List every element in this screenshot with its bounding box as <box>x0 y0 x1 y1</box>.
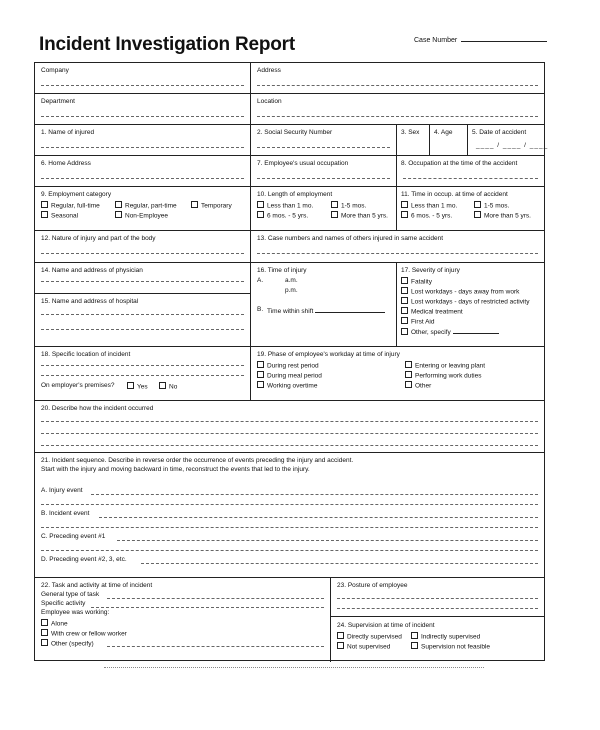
option-phase-other[interactable]: Other <box>405 381 431 391</box>
option-with-crew[interactable]: With crew or fellow worker <box>41 629 127 639</box>
option-indirectly[interactable]: Indirectly supervised <box>411 632 480 642</box>
name-injured-cell[interactable] <box>35 125 251 155</box>
checkbox[interactable] <box>257 381 264 388</box>
posture-divider <box>331 616 544 617</box>
row-home <box>35 156 544 187</box>
ssn-cell[interactable] <box>251 125 397 155</box>
option-regular-part[interactable]: Regular, part-time <box>115 201 177 211</box>
time-b-label: B. <box>257 306 264 313</box>
task-activity-label: 22. Task and activity at time of incident <box>41 582 153 589</box>
checkbox[interactable] <box>115 201 122 208</box>
time-a-label: A. <box>257 277 264 284</box>
cut-off-footer-line <box>104 667 484 670</box>
sequence-label: 21. Incident sequence. Describe in reverse order the occurrence of events preceding the injury and accident. <box>41 457 354 464</box>
incident-event-line-2[interactable] <box>41 527 538 528</box>
general-task-line[interactable] <box>107 598 324 599</box>
company-cell[interactable] <box>35 63 251 93</box>
option-meal-period[interactable]: During meal period <box>257 371 322 381</box>
time-occupation-cell <box>397 187 544 230</box>
injury-event-line[interactable] <box>91 494 538 495</box>
age-label: 4. Age <box>434 129 453 136</box>
injury-event-label: A. Injury event <box>41 487 83 494</box>
hospital-label: 15. Name and address of hospital <box>41 298 139 305</box>
occupation-time-cell[interactable] <box>397 156 544 186</box>
posture-label: 23. Posture of employee <box>337 582 408 589</box>
address-label: Address <box>257 67 281 74</box>
checkbox[interactable] <box>331 211 338 218</box>
checkbox[interactable] <box>405 361 412 368</box>
row-nature <box>35 231 544 263</box>
checkbox[interactable] <box>41 619 48 626</box>
describe-line-3[interactable] <box>41 445 538 446</box>
specific-activity-label: Specific activity <box>41 600 86 607</box>
specific-location-line-2[interactable] <box>41 375 244 376</box>
time-within-shift-field[interactable] <box>315 306 385 313</box>
usual-occupation-cell[interactable] <box>251 156 397 186</box>
occupation-time-label: 8. Occupation at the time of the accident <box>401 160 518 167</box>
date-accident-cell[interactable] <box>468 125 549 155</box>
checkbox[interactable] <box>41 629 48 636</box>
severity-label: 17. Severity of injury <box>401 267 460 274</box>
specific-location-label: 18. Specific location of incident <box>41 351 131 358</box>
nature-injury-label: 12. Nature of injury and part of the body <box>41 235 156 242</box>
row-location <box>35 347 544 401</box>
checkbox[interactable] <box>474 211 481 218</box>
checkbox[interactable] <box>401 307 408 314</box>
option-task-other[interactable]: Other (specify) <box>41 639 94 649</box>
time-injury-cell <box>251 263 397 346</box>
time-am[interactable]: a.m. <box>285 277 298 284</box>
workday-phase-label: 19. Phase of employee's workday at time of injury <box>257 351 400 358</box>
option-seasonal[interactable]: Seasonal <box>41 211 78 221</box>
home-address-label: 6. Home Address <box>41 160 91 167</box>
checkbox[interactable] <box>41 639 48 646</box>
describe-label: 20. Describe how the incident occurred <box>41 405 154 412</box>
checkbox[interactable] <box>337 642 344 649</box>
ssn-label: 2. Social Security Number <box>257 129 333 136</box>
checkbox[interactable] <box>405 381 412 388</box>
row-physician <box>35 263 544 347</box>
option-premises-yes[interactable]: Yes <box>127 382 148 392</box>
checkbox[interactable] <box>401 287 408 294</box>
option-entering-leaving[interactable]: Entering or leaving plant <box>405 361 485 371</box>
company-line[interactable] <box>41 85 244 86</box>
physician-label: 14. Name and address of physician <box>41 267 143 274</box>
option-regular-full[interactable]: Regular, full-time <box>41 201 100 211</box>
length-employment-label: 10. Length of employment <box>257 191 333 198</box>
row-task <box>35 578 544 662</box>
checkbox[interactable] <box>257 371 264 378</box>
case-number-label: Case Number <box>414 37 458 44</box>
row-employment <box>35 187 544 231</box>
location-cell[interactable] <box>251 94 544 124</box>
option-temporary[interactable]: Temporary <box>191 201 232 211</box>
option-len-6mo-5yr[interactable]: 6 mos. - 5 yrs. <box>257 211 308 221</box>
name-injured-line[interactable] <box>41 147 244 148</box>
home-address-line[interactable] <box>41 178 244 179</box>
address-cell[interactable] <box>251 63 544 93</box>
row-injured <box>35 125 549 156</box>
checkbox[interactable] <box>337 632 344 639</box>
posture-line-2[interactable] <box>337 608 538 609</box>
general-task-label: General type of task <box>41 591 100 598</box>
page-title: Incident Investigation Report <box>39 34 295 55</box>
option-occ-6mo-5yr[interactable]: 6 mos. - 5 yrs. <box>401 211 452 221</box>
option-occ-lt1[interactable]: Less than 1 mo. <box>401 201 457 211</box>
option-fatality[interactable]: Fatality <box>401 277 432 287</box>
physician-divider <box>35 293 250 294</box>
report-form <box>34 62 549 661</box>
preceding-event-1-line[interactable] <box>117 540 538 541</box>
case-number-field[interactable] <box>461 35 547 42</box>
time-injury-label: 16. Time of injury <box>257 267 307 274</box>
option-len-lt1[interactable]: Less than 1 mo. <box>257 201 313 211</box>
preceding-event-2-label: D. Preceding event #2, 3, etc. <box>41 556 127 563</box>
preceding-event-1-label: C. Preceding event #1 <box>41 533 106 540</box>
sequence-line2: Start with the injury and moving backward in time, reconstruct the events that led to the injury. <box>41 466 310 473</box>
physician-hospital-cell <box>35 263 251 346</box>
checkbox[interactable] <box>411 642 418 649</box>
injury-event-line-2[interactable] <box>41 504 538 505</box>
physician-line-1[interactable] <box>41 281 244 282</box>
incident-event-line[interactable] <box>99 517 538 518</box>
checkbox[interactable] <box>401 211 408 218</box>
hospital-line-2[interactable] <box>41 329 244 330</box>
address-line[interactable] <box>257 85 538 86</box>
checkbox[interactable] <box>401 277 408 284</box>
location-line[interactable] <box>257 116 538 117</box>
employment-category-label: 9. Employment category <box>41 191 112 198</box>
checkbox[interactable] <box>257 211 264 218</box>
option-first-aid[interactable]: First Aid <box>401 317 434 327</box>
sex-label: 3. Sex <box>401 129 420 136</box>
location-label: Location <box>257 98 282 105</box>
option-premises-no[interactable]: No <box>159 382 177 392</box>
ssn-line[interactable] <box>257 147 390 148</box>
option-days-away[interactable]: Lost workdays - days away from work <box>401 287 519 297</box>
case-number[interactable] <box>414 35 547 44</box>
department-line[interactable] <box>41 116 244 117</box>
checkbox[interactable] <box>401 201 408 208</box>
nature-injury-line[interactable] <box>41 253 244 254</box>
option-not-feasible[interactable]: Supervision not feasible <box>411 642 490 652</box>
department-cell[interactable] <box>35 94 251 124</box>
option-directly[interactable]: Directly supervised <box>337 632 402 642</box>
option-non-employee[interactable]: Non-Employee <box>115 211 168 221</box>
name-injured-label: 1. Name of injured <box>41 129 95 136</box>
others-injured-label: 13. Case numbers and names of others injured in same accident <box>257 235 444 242</box>
supervision-label: 24. Supervision at time of incident <box>337 622 435 629</box>
row-department <box>35 94 544 125</box>
option-not-supervised[interactable]: Not supervised <box>337 642 390 652</box>
employment-category-cell <box>35 187 251 230</box>
checkbox[interactable] <box>401 297 408 304</box>
option-medical[interactable]: Medical treatment <box>401 307 463 317</box>
occupation-time-line[interactable] <box>403 178 538 179</box>
hospital-line-1[interactable] <box>41 314 244 315</box>
option-overtime[interactable]: Working overtime <box>257 381 317 391</box>
checkbox[interactable] <box>127 382 134 389</box>
checkbox[interactable] <box>405 371 412 378</box>
incident-event-label: B. Incident event <box>41 510 90 517</box>
posture-line-1[interactable] <box>337 598 538 599</box>
option-alone[interactable]: Alone <box>41 619 68 629</box>
other-specify-field[interactable] <box>453 327 499 334</box>
checkbox[interactable] <box>257 361 264 368</box>
checkbox[interactable] <box>257 201 264 208</box>
date-accident-label: 5. Date of accident <box>472 129 527 136</box>
specific-location-line-1[interactable] <box>41 365 244 366</box>
posture-supervision-cell <box>331 578 544 662</box>
employee-working-label: Employee was working: <box>41 609 110 616</box>
checkbox[interactable] <box>41 211 48 218</box>
task-other-line[interactable] <box>107 646 324 647</box>
option-len-gt5[interactable]: More than 5 yrs. <box>331 211 388 221</box>
checkbox[interactable] <box>331 201 338 208</box>
usual-occupation-label: 7. Employee's usual occupation <box>257 160 349 167</box>
age-cell[interactable] <box>430 125 468 155</box>
checkbox[interactable] <box>401 317 408 324</box>
option-occ-1-5[interactable]: 1-5 mos. <box>474 201 509 211</box>
usual-occupation-line[interactable] <box>257 178 390 179</box>
home-address-cell[interactable] <box>35 156 251 186</box>
checkbox[interactable] <box>474 201 481 208</box>
others-injured-line[interactable] <box>257 253 538 254</box>
option-rest-period[interactable]: During rest period <box>257 361 319 371</box>
specific-location-cell <box>35 347 251 400</box>
option-other-specify[interactable]: Other, specify <box>401 327 499 337</box>
department-label: Department <box>41 98 75 105</box>
sex-cell[interactable] <box>397 125 430 155</box>
row-sequence <box>35 453 544 578</box>
checkbox[interactable] <box>191 201 198 208</box>
row-company <box>35 63 544 94</box>
preceding-event-1-line-2[interactable] <box>41 550 538 551</box>
severity-cell <box>397 263 544 346</box>
company-label: Company <box>41 67 69 74</box>
option-work-duties[interactable]: Performing work duties <box>405 371 481 381</box>
checkbox[interactable] <box>401 328 408 335</box>
time-pm[interactable]: p.m. <box>285 287 298 294</box>
checkbox[interactable] <box>159 382 166 389</box>
checkbox[interactable] <box>411 632 418 639</box>
checkbox[interactable] <box>115 211 122 218</box>
time-within-shift[interactable]: Time within shift <box>267 306 385 316</box>
row-describe <box>35 401 544 453</box>
checkbox[interactable] <box>41 201 48 208</box>
option-occ-gt5[interactable]: More than 5 yrs. <box>474 211 531 221</box>
specific-activity-line[interactable] <box>91 607 324 608</box>
date-slots[interactable]: ____ / ____ / ____ <box>476 142 549 149</box>
time-occupation-label: 11. Time in occup. at time of accident <box>401 191 508 198</box>
describe-line-1[interactable] <box>41 421 538 422</box>
length-employment-cell <box>251 187 397 230</box>
preceding-event-2-line[interactable] <box>141 563 538 564</box>
nature-injury-cell[interactable] <box>35 231 251 262</box>
others-injured-cell[interactable] <box>251 231 544 262</box>
task-activity-cell <box>35 578 331 662</box>
workday-phase-cell <box>251 347 544 400</box>
option-restricted[interactable]: Lost workdays - days of restricted activity <box>401 297 530 307</box>
describe-line-2[interactable] <box>41 433 538 434</box>
premises-label: On employer's premises? <box>41 382 115 389</box>
option-len-1-5[interactable]: 1-5 mos. <box>331 201 366 211</box>
